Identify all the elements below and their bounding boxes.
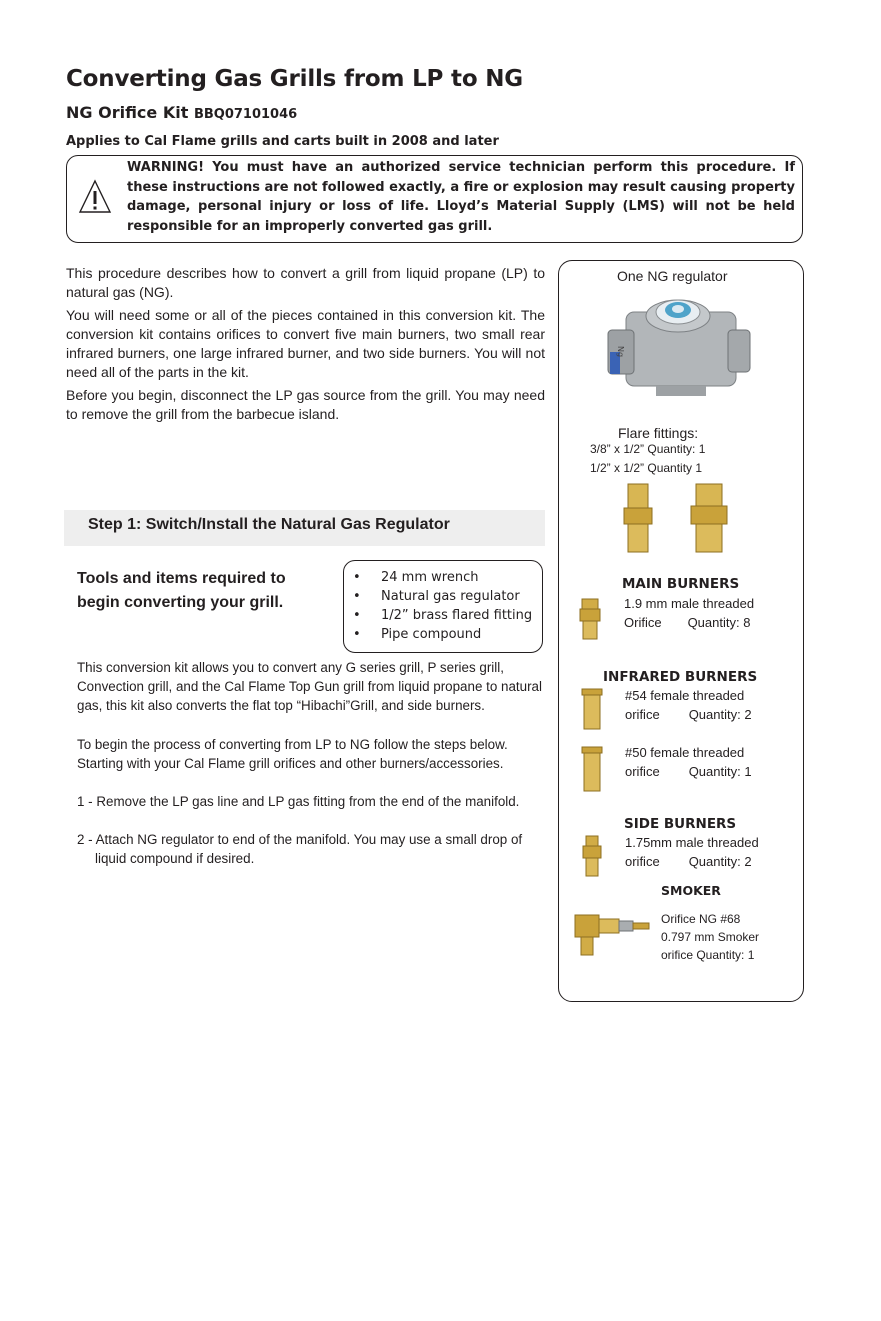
ir1-desc: #54 female threaded (625, 688, 745, 703)
body-paragraph: This conversion kit allows you to convert any G series grill, P series grill, Convection grill, and the Cal Flame Top Gun grill from liquid propane to natural gas, this kit also converts the flat top “Hibachi”Grill, and side burners. (77, 660, 542, 714)
ir1-item (625, 706, 752, 724)
main-orifice-icon (577, 597, 603, 641)
flare-line: 3/8” x 1/2” Quantity: 1 (590, 442, 706, 456)
flare-title: Flare fittings: (618, 425, 699, 441)
smoker-title: SMOKER (661, 883, 721, 898)
kit-subtitle (66, 103, 297, 122)
ir-orifice-icon (579, 745, 605, 793)
main-burner-qty: Quantity: 8 (687, 615, 751, 630)
body-paragraph: To begin the process of converting from LP to NG follow the steps below. Starting with your Cal Flame grill orifices and other burners/accessories. (77, 736, 508, 771)
main-burner-part: Orifice (624, 615, 662, 630)
warning-triangle-icon (78, 178, 112, 216)
ir2-desc: #50 female threaded (625, 745, 745, 760)
step1-body (77, 658, 549, 888)
intro-paragraph: This procedure describes how to convert a grill from liquid propane (LP) to natural gas (NG). (66, 265, 545, 300)
main-burners-title: MAIN BURNERS (622, 576, 740, 592)
tool-item: • 1/2” brass flared fitting (353, 606, 532, 625)
applies-note: Applies to Cal Flame grills and carts built in 2008 and later (66, 134, 499, 149)
intro-paragraph: Before you begin, disconnect the LP gas source from the grill. You may need to remove the grill from the barbecue island. (66, 387, 545, 422)
infrared-burners-title: INFRARED BURNERS (603, 669, 758, 685)
tool-item: • Natural gas regulator (353, 587, 532, 606)
side-burner-desc: 1.75mm male threaded (625, 835, 759, 850)
smoker-line: 0.797 mm Smoker (661, 930, 760, 944)
flare-fittings-image (618, 482, 748, 556)
side-burner-qty: Quantity: 2 (688, 854, 752, 869)
smoker-orifice-icon (571, 905, 651, 957)
tools-list (353, 568, 532, 644)
ir-orifice-icon (579, 687, 605, 731)
main-burner-desc: 1.9 mm male threaded (624, 596, 755, 611)
main-burner-item (624, 614, 750, 632)
step-instruction: 2 - Attach NG regulator to end of the manifold. You may use a small drop of liquid compound if desired. (77, 832, 523, 867)
tool-item: • 24 mm wrench (353, 568, 532, 587)
flare-line: 1/2” x 1/2” Quantity 1 (590, 461, 703, 475)
side-burner-item (625, 853, 752, 871)
tool-item: • Pipe compound (353, 625, 532, 644)
side-burners-title: SIDE BURNERS (624, 816, 737, 832)
regulator-image (606, 290, 751, 398)
step-instruction: 1 - Remove the LP gas line and LP gas fitting from the end of the manifold. (77, 794, 520, 810)
ir2-item (625, 763, 752, 781)
warning-text: WARNING! You must have an authorized service technician perform this procedure. If these instructions are not followed exactly, a fire or explosion may result causing property damage, personal injury or loss of life. Lloyd’s Material Supply (LMS) will not be held responsible for an improperly converted gas grill. (127, 160, 795, 234)
flare-fitting-icon (691, 484, 727, 552)
smoker-line: Orifice NG #68 (661, 912, 741, 926)
intro-paragraph: You will need some or all of the pieces contained in this conversion kit. The conversion kit contains orifices to convert five main burners, two small rear infrared burners, one large infrared burner, and two side burners. You will not need all of the parts in the kit. (66, 307, 545, 380)
smoker-line: orifice Quantity: 1 (661, 948, 755, 962)
page-title: Converting Gas Grills from LP to NG (66, 66, 523, 92)
side-orifice-icon (579, 834, 605, 878)
tools-heading: Tools and items required to begin converting your grill. (77, 570, 286, 611)
ir1-qty: Quantity: 2 (688, 707, 752, 722)
intro-section (66, 264, 545, 428)
ir2-qty: Quantity: 1 (688, 764, 752, 779)
step1-heading: Step 1: Switch/Install the Natural Gas Regulator (64, 510, 545, 546)
side-burner-part: orifice (625, 854, 660, 869)
kit-code: BBQ07101046 (193, 107, 298, 122)
regulator-label: One NG regulator (617, 268, 728, 284)
ir2-part: orifice (625, 764, 660, 779)
regulator-marking: Ng (616, 346, 625, 358)
flare-fitting-icon (624, 484, 652, 552)
ir1-part: orifice (625, 707, 660, 722)
kit-name: NG Orifice Kit (66, 103, 189, 122)
